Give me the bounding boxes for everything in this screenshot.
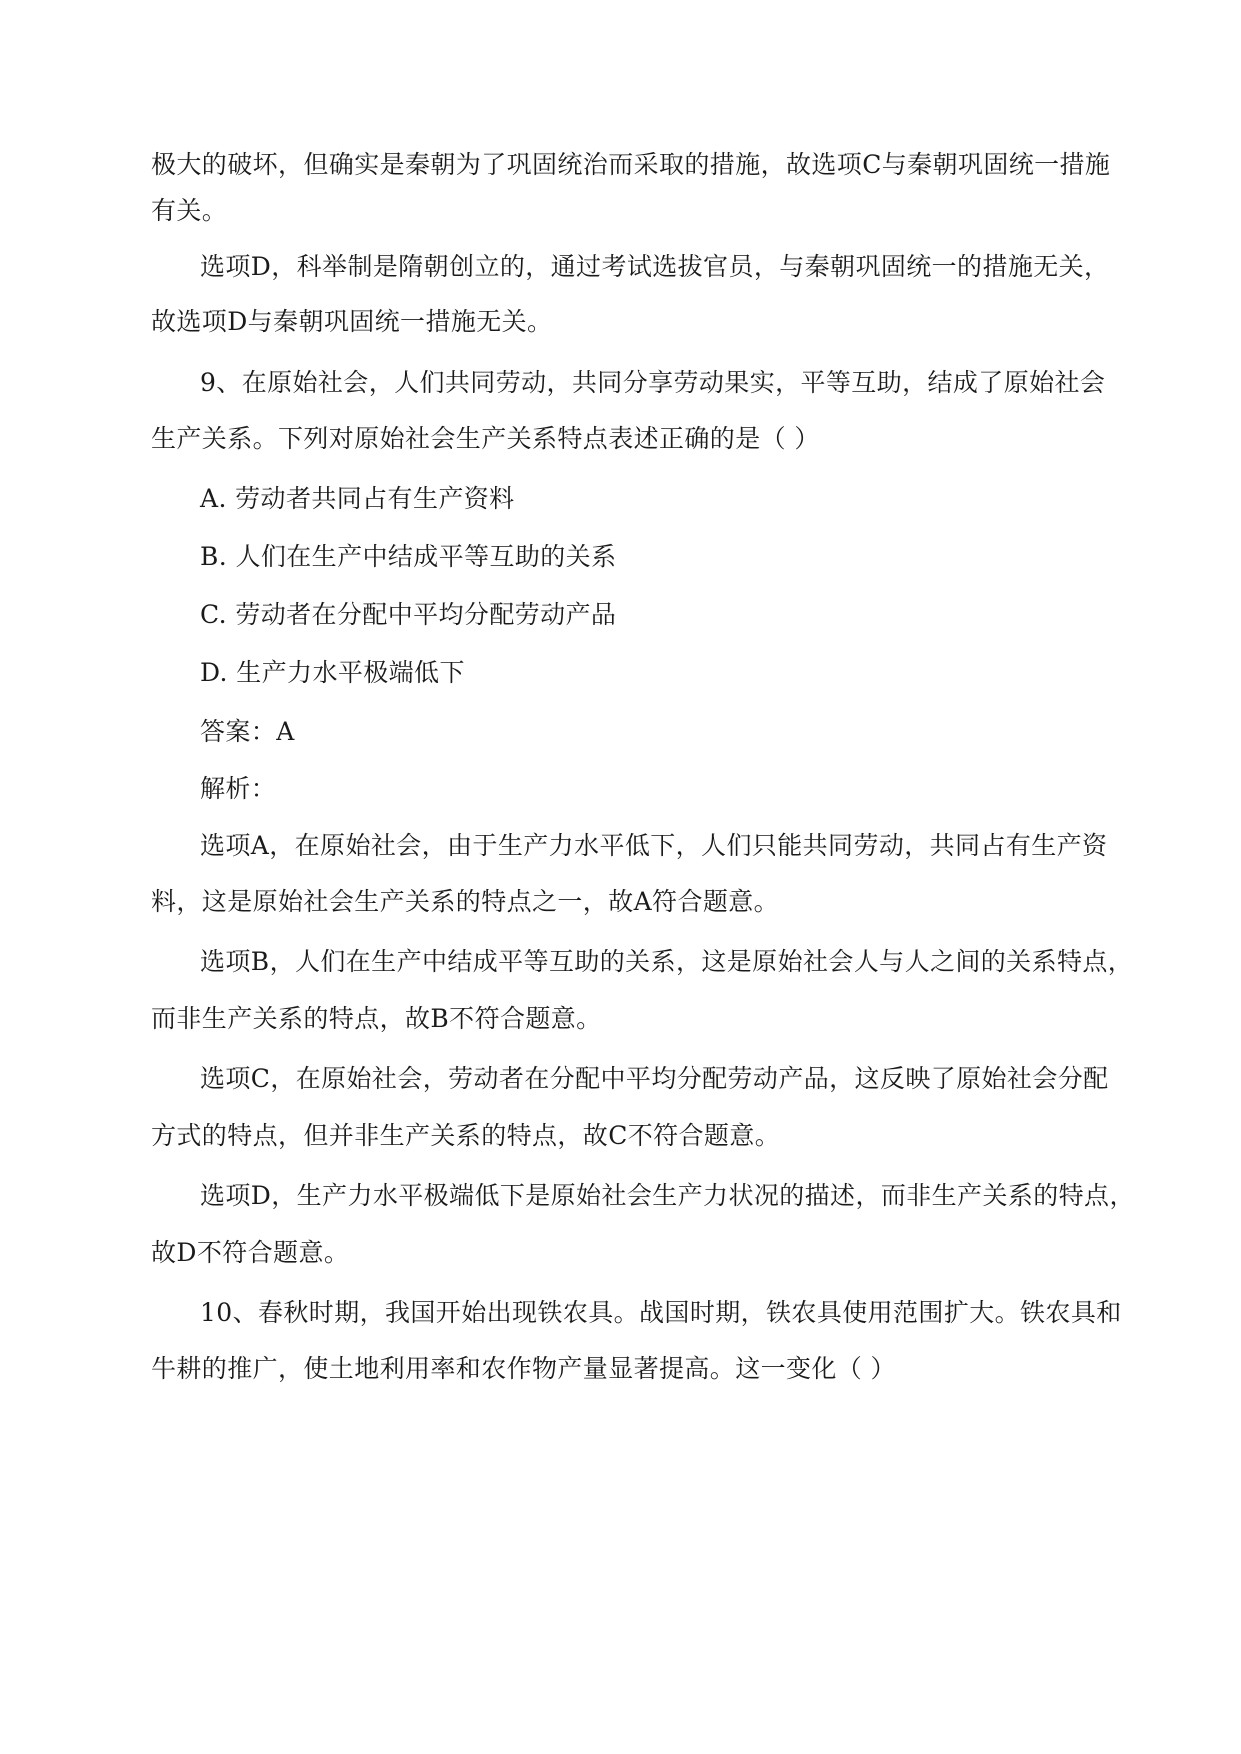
paragraph-line: 选项C，在原始社会，劳动者在分配中平均分配劳动产品，这反映了原始社会分配 <box>200 1064 1109 1093</box>
paragraph-line: 方式的特点，但并非生产关系的特点，故C不符合题意。 <box>151 1121 781 1150</box>
answer-line: 答案：A <box>200 717 295 746</box>
question-10-line: 牛耕的推广，使土地利用率和农作物产量显著提高。这一变化（ ） <box>151 1354 896 1383</box>
paragraph-line: 选项D，生产力水平极端低下是原始社会生产力状况的描述，而非生产关系的特点， <box>200 1181 1135 1210</box>
paragraph-line: 故D不符合题意。 <box>151 1238 350 1267</box>
question-10-line: 10、春秋时期，我国开始出现铁农具。战国时期，铁农具使用范围扩大。铁农具和 <box>200 1298 1122 1327</box>
paragraph-line: 极大的破坏，但确实是秦朝为了巩固统治而采取的措施，故选项C与秦朝巩固统一措施 <box>151 150 1111 179</box>
paragraph-line: 选项D，科举制是隋朝创立的，通过考试选拔官员，与秦朝巩固统一的措施无关， <box>200 252 1110 281</box>
option-a: A. 劳动者共同占有生产资料 <box>200 484 515 513</box>
paragraph-line: 选项B，人们在生产中结成平等互助的关系，这是原始社会人与人之间的关系特点， <box>200 947 1134 976</box>
paragraph-line: 选项A，在原始社会，由于生产力水平低下，人们只能共同劳动，共同占有生产资 <box>200 831 1108 860</box>
paragraph-line: 故选项D与秦朝巩固统一措施无关。 <box>151 307 553 336</box>
option-d: D. 生产力水平极端低下 <box>200 658 465 687</box>
analysis-heading: 解析： <box>200 774 277 803</box>
option-c: C. 劳动者在分配中平均分配劳动产品 <box>200 600 617 629</box>
question-9-line: 生产关系。下列对原始社会生产关系特点表述正确的是（ ） <box>151 424 820 453</box>
paragraph-line: 而非生产关系的特点，故B不符合题意。 <box>151 1004 602 1033</box>
paragraph-line: 有关。 <box>151 196 228 225</box>
option-b: B. 人们在生产中结成平等互助的关系 <box>200 542 617 571</box>
paragraph-line: 料，这是原始社会生产关系的特点之一，故A符合题意。 <box>151 887 780 916</box>
question-9-line: 9、在原始社会，人们共同劳动，共同分享劳动果实，平等互助，结成了原始社会 <box>200 368 1106 397</box>
